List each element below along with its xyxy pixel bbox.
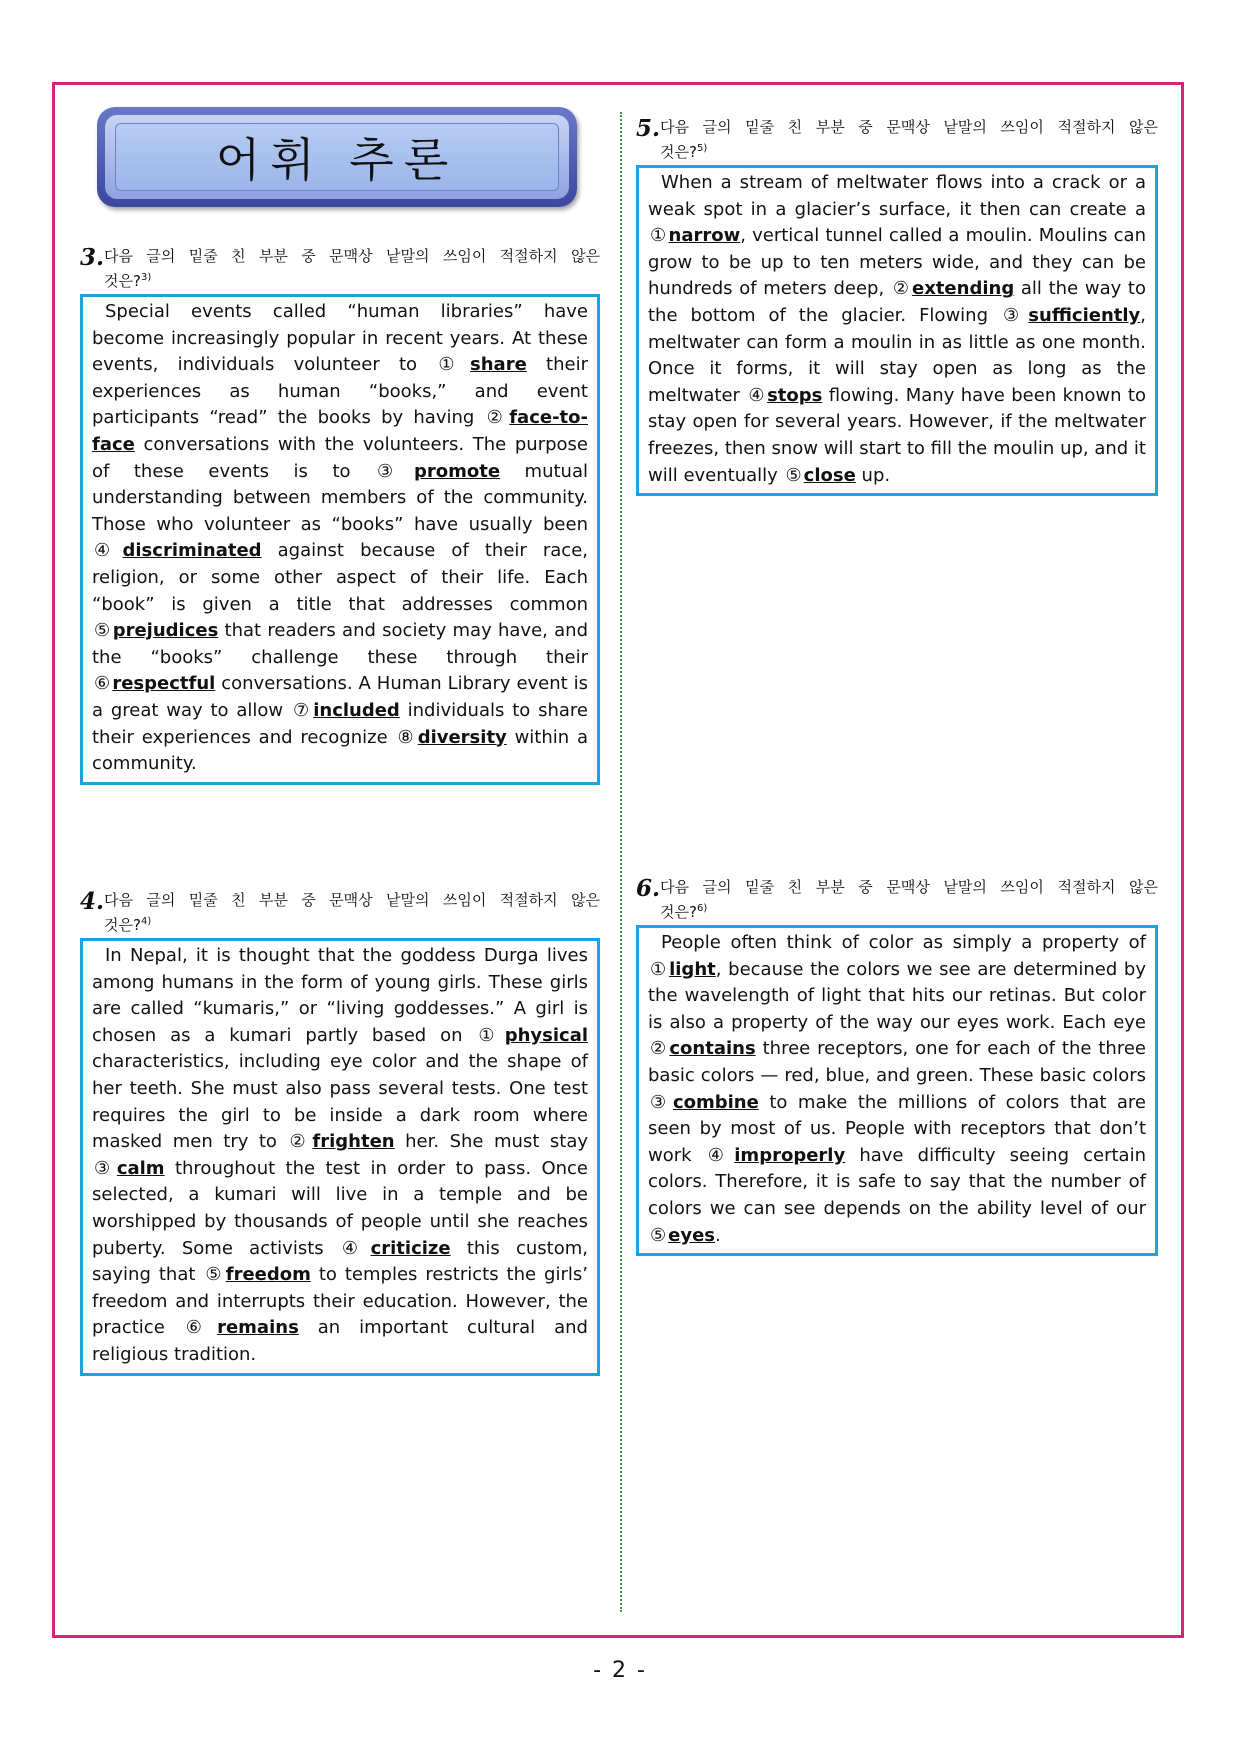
passage-segment: People often think of color as simply a property of xyxy=(661,932,1146,953)
underlined-word: freedom xyxy=(225,1264,311,1286)
question-header xyxy=(636,117,1158,163)
choice-marker: ⑥ xyxy=(94,673,111,695)
banner-border xyxy=(105,115,569,199)
passage-segment: . xyxy=(715,1224,721,1246)
question-number: 6. xyxy=(636,875,661,902)
underlined-word: combine xyxy=(672,1091,759,1113)
underlined-word: share xyxy=(470,354,527,376)
underlined-word: improperly xyxy=(734,1144,846,1166)
question-prompt: 다음 글의 밑줄 친 부분 중 문맥상 낱말의 쓰임이 적절하지 않은 것은?$^{5)}$ xyxy=(660,118,1158,161)
passage-segment: an important cultural and religious tradition. xyxy=(92,1317,588,1365)
choice-marker: ⑤ xyxy=(650,1224,667,1246)
underlined-word: criticize xyxy=(370,1237,451,1259)
choice-marker: ① xyxy=(650,225,667,247)
passage-segment: against because of their race, religion, or some other aspect of their life. Each “book” is given a title that addresses common xyxy=(92,540,589,615)
question-number: 5. xyxy=(636,115,661,142)
passage-segment: within a community. xyxy=(92,726,589,775)
passage-segment: mutual understanding between members of the community. Those who volunteer as “books” have usually been xyxy=(92,460,588,535)
passage-box xyxy=(80,294,600,785)
question-prompt: 다음 글의 밑줄 친 부분 중 문맥상 낱말의 쓰임이 적절하지 않은 것은?$^{6)}$ xyxy=(660,878,1158,921)
underlined-word: included xyxy=(313,699,400,721)
footnote-ref: 4) xyxy=(140,916,152,927)
question-6 xyxy=(636,877,1158,1256)
underlined-word: calm xyxy=(116,1157,165,1179)
choice-marker: ① xyxy=(438,354,469,376)
underlined-word: extending xyxy=(912,278,1015,300)
banner-plate xyxy=(115,123,559,191)
underlined-word: prejudices xyxy=(112,620,219,642)
passage-segment: throughout the test in order to pass. Once selected, a kumari will live in a temple and be worshipped by thousands of people until she reaches puberty. Some activists xyxy=(92,1157,588,1259)
passage-segment: up. xyxy=(855,464,891,486)
choice-marker: ② xyxy=(486,407,508,429)
choice-marker: ④ xyxy=(748,384,766,406)
passage-segment: , meltwater can form a moulin in as little as one month. Once it forms, it will stay open as long as the meltwater xyxy=(648,304,1147,406)
underlined-word: stops xyxy=(767,384,823,406)
passage-segment: characteristics, including eye color and the shape of her teeth. She must also pass several tests. One test requires the girl to be inside a dark room where masked men try to xyxy=(92,1051,588,1153)
passage-segment: conversations with the volunteers. The purpose of these events is to xyxy=(92,433,588,482)
choice-marker: ⑤ xyxy=(785,464,802,486)
question-5 xyxy=(636,117,1158,496)
column-divider xyxy=(620,112,622,1612)
page-number: - 2 - xyxy=(593,1658,647,1683)
underlined-word: promote xyxy=(413,460,501,482)
choice-marker: ⑤ xyxy=(94,620,111,642)
underlined-word: contains xyxy=(669,1038,756,1060)
passage-segment: have difficulty seeing certain colors. Therefore, it is safe to say that the number of colors we can see depends on the ability level of our xyxy=(648,1144,1146,1219)
underlined-word: physical xyxy=(504,1024,589,1046)
choice-marker: ② xyxy=(289,1131,311,1153)
question-header xyxy=(80,246,600,292)
question-header xyxy=(636,877,1158,923)
passage-segment: to make the millions of colors that are seen by most of us. People with receptors that don’t work xyxy=(648,1091,1147,1166)
passage-segment: that readers and society may have, and the “books” challenge these through their xyxy=(92,620,588,668)
section-title: 어휘 추론 xyxy=(215,133,459,187)
passage-box xyxy=(80,938,600,1376)
choice-marker: ③ xyxy=(377,460,412,482)
passage-segment: flowing. Many have been known to stay open for several years. However, if the meltwater freezes, then snow will start to fill the moulin up, and it will eventually xyxy=(648,384,1146,486)
underlined-word: narrow xyxy=(668,225,741,247)
passage-segment: her. She must stay xyxy=(394,1131,589,1153)
question-prompt: 다음 글의 밑줄 친 부분 중 문맥상 낱말의 쓰임이 적절하지 않은 것은?$^{3)}$ xyxy=(104,247,600,290)
passage-segment: , vertical tunnel called a moulin. Moulins can grow to be up to ten meters wide, and they can be hundreds of meters deep, xyxy=(648,225,1146,300)
passage-text xyxy=(92,299,588,778)
passage-text xyxy=(648,170,1146,489)
footnote-ref: 3) xyxy=(140,272,152,283)
passage-segment: their experiences as human “books,” and event participants “read” the books by having xyxy=(92,354,588,429)
underlined-word: eyes xyxy=(668,1224,716,1246)
choice-marker: ③ xyxy=(94,1157,115,1179)
passage-box xyxy=(636,925,1158,1256)
choice-marker: ① xyxy=(650,958,668,980)
footnote-ref: 6) xyxy=(696,903,708,914)
underlined-word: respectful xyxy=(112,673,216,695)
question-number: 4. xyxy=(80,888,105,915)
choice-marker: ⑤ xyxy=(205,1264,224,1286)
question-header xyxy=(80,890,600,936)
passage-segment: Special events called “human libraries” have become increasingly popular in recent years. At these events, individuals volunteer to xyxy=(92,301,588,376)
passage-segment: three receptors, one for each of the three basic colors — red, blue, and green. These basic colors xyxy=(648,1038,1146,1086)
question-number: 3. xyxy=(80,244,105,271)
choice-marker: ② xyxy=(650,1038,668,1060)
underlined-word: remains xyxy=(217,1317,299,1339)
passage-segment: In Nepal, it is thought that the goddess Durga lives among humans in the form of young girls. These girls are called “kumaris,” or “living goddesses.” A girl is chosen as a kumari partly based on xyxy=(92,945,588,1046)
passage-segment: When a stream of meltwater flows into a crack or a weak spot in a glacier’s surface, it then can create a xyxy=(648,172,1146,220)
passage-box xyxy=(636,165,1158,496)
underlined-word: diversity xyxy=(417,726,507,748)
footnote-ref: 5) xyxy=(696,143,708,154)
choice-marker: ④ xyxy=(94,540,121,562)
underlined-word: face-to-face xyxy=(92,407,588,455)
passage-text xyxy=(648,930,1146,1249)
choice-marker: ① xyxy=(478,1024,503,1046)
choice-marker: ④ xyxy=(341,1237,369,1259)
section-banner xyxy=(97,107,577,207)
passage-segment: all the way to the bottom of the glacier. Flowing xyxy=(648,278,1147,326)
choice-marker: ③ xyxy=(1002,304,1027,326)
underlined-word: discriminated xyxy=(122,540,262,562)
passage-text xyxy=(92,943,588,1369)
question-3 xyxy=(80,246,600,785)
passage-segment: individuals to share their experiences and recognize xyxy=(92,699,588,748)
passage-segment: this custom, saying that xyxy=(92,1237,588,1286)
question-4 xyxy=(80,890,600,1376)
question-prompt: 다음 글의 밑줄 친 부분 중 문맥상 낱말의 쓰임이 적절하지 않은 것은?$^{4)}$ xyxy=(104,891,600,934)
underlined-word: light xyxy=(669,958,716,980)
underlined-word: close xyxy=(803,464,856,486)
choice-marker: ③ xyxy=(650,1091,671,1113)
passage-segment: to temples restricts the girls’ freedom and interrupts their education. However, the practice xyxy=(92,1264,588,1339)
passage-segment: conversations. A Human Library event is a great way to allow xyxy=(92,673,588,721)
underlined-word: sufficiently xyxy=(1028,304,1141,326)
choice-marker: ② xyxy=(892,278,910,300)
choice-marker: ⑧ xyxy=(397,726,416,748)
choice-marker: ⑥ xyxy=(185,1317,216,1339)
choice-marker: ⑦ xyxy=(292,699,312,721)
passage-segment: , because the colors we see are determined by the wavelength of light that hits our retinas. But color is also a property of the way our eyes work. Each eye xyxy=(648,958,1146,1033)
choice-marker: ④ xyxy=(707,1144,733,1166)
underlined-word: frighten xyxy=(312,1131,395,1153)
